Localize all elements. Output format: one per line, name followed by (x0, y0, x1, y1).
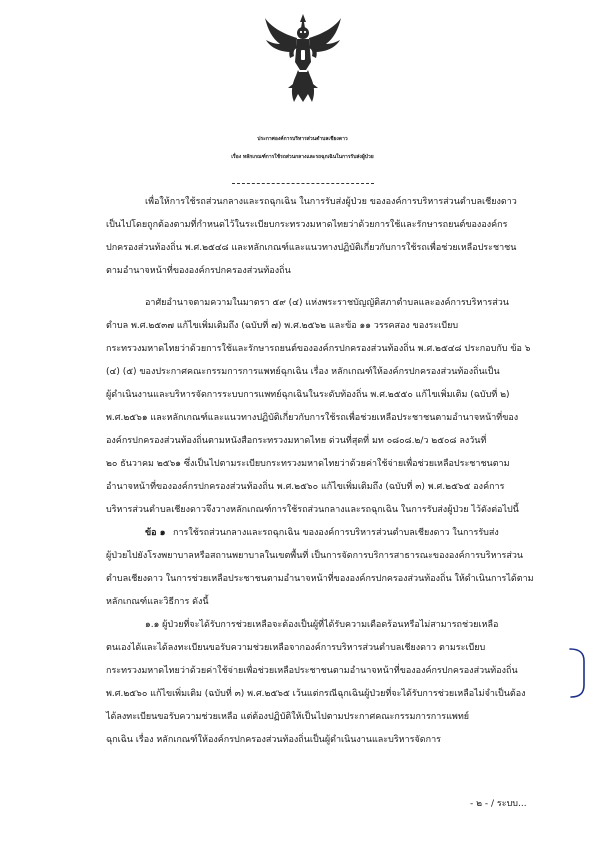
body-line: ฉุกเฉิน เรื่อง หลักเกณฑ์ให้องค์กรปกครองส่วนท้องถิ่นเป็นผู้ดำเนินงานและบริหารจัดการ (106, 735, 441, 745)
body-line: หลักเกณฑ์และวิธีการ ดังนี้ (106, 597, 209, 607)
body-line: อาศัยอำนาจตามความในมาตรา ๕๙ (๔) แห่งพระราชบัญญัติสภาตำบลและองค์การบริหารส่วน (145, 298, 509, 308)
body-line: ตำบล พ.ศ.๒๕๓๗ แก้ไขเพิ่มเติมถึง (ฉบับที่ ๗) พ.ศ.๒๕๖๒ และข้อ ๑๑ วรรคสอง ของระเบียบ (106, 321, 459, 331)
body-line: การใช้รถส่วนกลางและรถฉุกเฉิน ขององค์การบริหารส่วนตำบลเชียงดาว ในการรับส่ง (173, 528, 499, 538)
body-line: ผู้ดำเนินงานและบริหารจัดการระบบการแพทย์ฉุกเฉินในระดับท้องถิ่น พ.ศ.๒๕๕๐ แก้ไขเพิ่มเติม (ฉบับที่ ๒) (106, 390, 510, 400)
body-line: ตนเองได้และได้ลงทะเบียนขอรับความช่วยเหลือจากองค์การบริหารส่วนตำบลเชียงดาว ตามระเบียบ (106, 643, 486, 653)
body-line: องค์กรปกครองส่วนท้องถิ่นตามหนังสือกระทรวงมหาดไทย ด่วนที่สุดที่ มท ๐๘๐๘.๒/ว ๒๕๐๘ ลงวันที่ (106, 436, 487, 446)
body-line: ได้ลงทะเบียนขอรับความช่วยเหลือ แต่ต้องปฏิบัติให้เป็นไปตามประกาศคณะกรรมการการแพทย์ (106, 712, 470, 722)
body-line: เพื่อให้การใช้รถส่วนกลางและรถฉุกเฉิน ในการรับส่งผู้ป่วย ขององค์การบริหารส่วนตำบลเชียงดาว (145, 197, 517, 207)
body-line: ตามอำนาจหน้าที่ขององค์กรปกครองส่วนท้องถิ่น (106, 266, 291, 276)
body-line: ปกครองส่วนท้องถิ่น พ.ศ.๒๕๔๘ และหลักเกณฑ์และแนวทางปฏิบัติเกี่ยวกับการใช้รถเพื่อช่วยเหลือประชาชน (106, 243, 517, 253)
body-line: พ.ศ.๒๕๖๐ แก้ไขเพิ่มเติม (ฉบับที่ ๓) พ.ศ.๒๕๖๕ เว้นแต่กรณีฉุกเฉินผู้ป่วยที่จะได้รับการช่วยเหลือไม่จำเป็นต้อง (106, 689, 526, 699)
margin-bracket-mark (568, 645, 588, 700)
body-line: ๒๐ ธันวาคม ๒๕๖๑ ซึ่งเป็นไปตามระเบียบกระทรวงมหาดไทยว่าด้วยค่าใช้จ่ายเพื่อช่วยเหลือประชาชนตาม (106, 459, 510, 469)
announcement-title: ประกาศองค์การบริหารส่วนตำบลเชียงดาว (257, 136, 348, 142)
body-line: (๔) (๕) ของประกาศคณะกรรมการการแพทย์ฉุกเฉิน เรื่อง หลักเกณฑ์ให้องค์กรปกครองส่วนท้องถิ่นเป็น (106, 367, 500, 377)
clause-1-label: ข้อ ๑ (145, 528, 166, 538)
body-line: ผู้ป่วยไปยังโรงพยาบาลหรือสถานพยาบาลในเขตพื้นที่ เป็นการจัดการบริการสาธารณะขององค์การบริหารส่วน (106, 551, 524, 561)
title-divider (232, 183, 374, 184)
body-line: เป็นไปโดยถูกต้องตามที่กำหนดไว้ในระเบียบกระทรวงมหาดไทยว่าด้วยการใช้และรักษารถยนต์ขององค์กร (106, 220, 508, 230)
garuda-emblem (262, 12, 344, 104)
body-line: บริหารส่วนตำบลเชียงดาวจึงวางหลักเกณฑ์การใช้รถส่วนกลางและรถฉุกเฉิน ในการรับส่งผู้ป่วย ไว้ดังต่อไปนี้ (106, 505, 519, 515)
announcement-subject: เรื่อง หลักเกณฑ์การใช้รถส่วนกลางและรถฉุกเฉินในการรับส่งผู้ป่วย (231, 154, 374, 160)
body-line: กระทรวงมหาดไทยว่าด้วยการใช้และรักษารถยนต์ขององค์กรปกครองส่วนท้องถิ่น พ.ศ.๒๕๔๘ ประกอบกับ ข้อ ๖ (106, 344, 531, 354)
body-line: ตำบลเชียงดาว ในการช่วยเหลือประชาชนตามอำนาจหน้าที่ขององค์กรปกครองส่วนท้องถิ่น ให้ดำเนินการได้ตาม (106, 574, 534, 584)
body-line: ๑.๑ ผู้ป่วยที่จะได้รับการช่วยเหลือจะต้องเป็นผู้ที่ได้รับความเดือดร้อนหรือไม่สามารถช่วยเหลือ (145, 620, 499, 630)
body-line: อำนาจหน้าที่ขององค์กรปกครองส่วนท้องถิ่น พ.ศ.๒๕๖๐ แก้ไขเพิ่มเติมถึง (ฉบับที่ ๓) พ.ศ.๒๕๖๕ องค์การ (106, 482, 505, 492)
body-line: กระทรวงมหาดไทยว่าด้วยค่าใช้จ่ายเพื่อช่วยเหลือประชาชนตามอำนาจหน้าที่ขององค์กรปกครองส่วนท้องถิ่น (106, 666, 518, 676)
next-page-footer: - ๒ - / ระบบ... (470, 799, 527, 809)
body-line: พ.ศ.๒๕๖๑ และหลักเกณฑ์และแนวทางปฏิบัติเกี่ยวกับการใช้รถเพื่อช่วยเหลือประชาชนตามอำนาจหน้าที่ของ (106, 413, 519, 423)
